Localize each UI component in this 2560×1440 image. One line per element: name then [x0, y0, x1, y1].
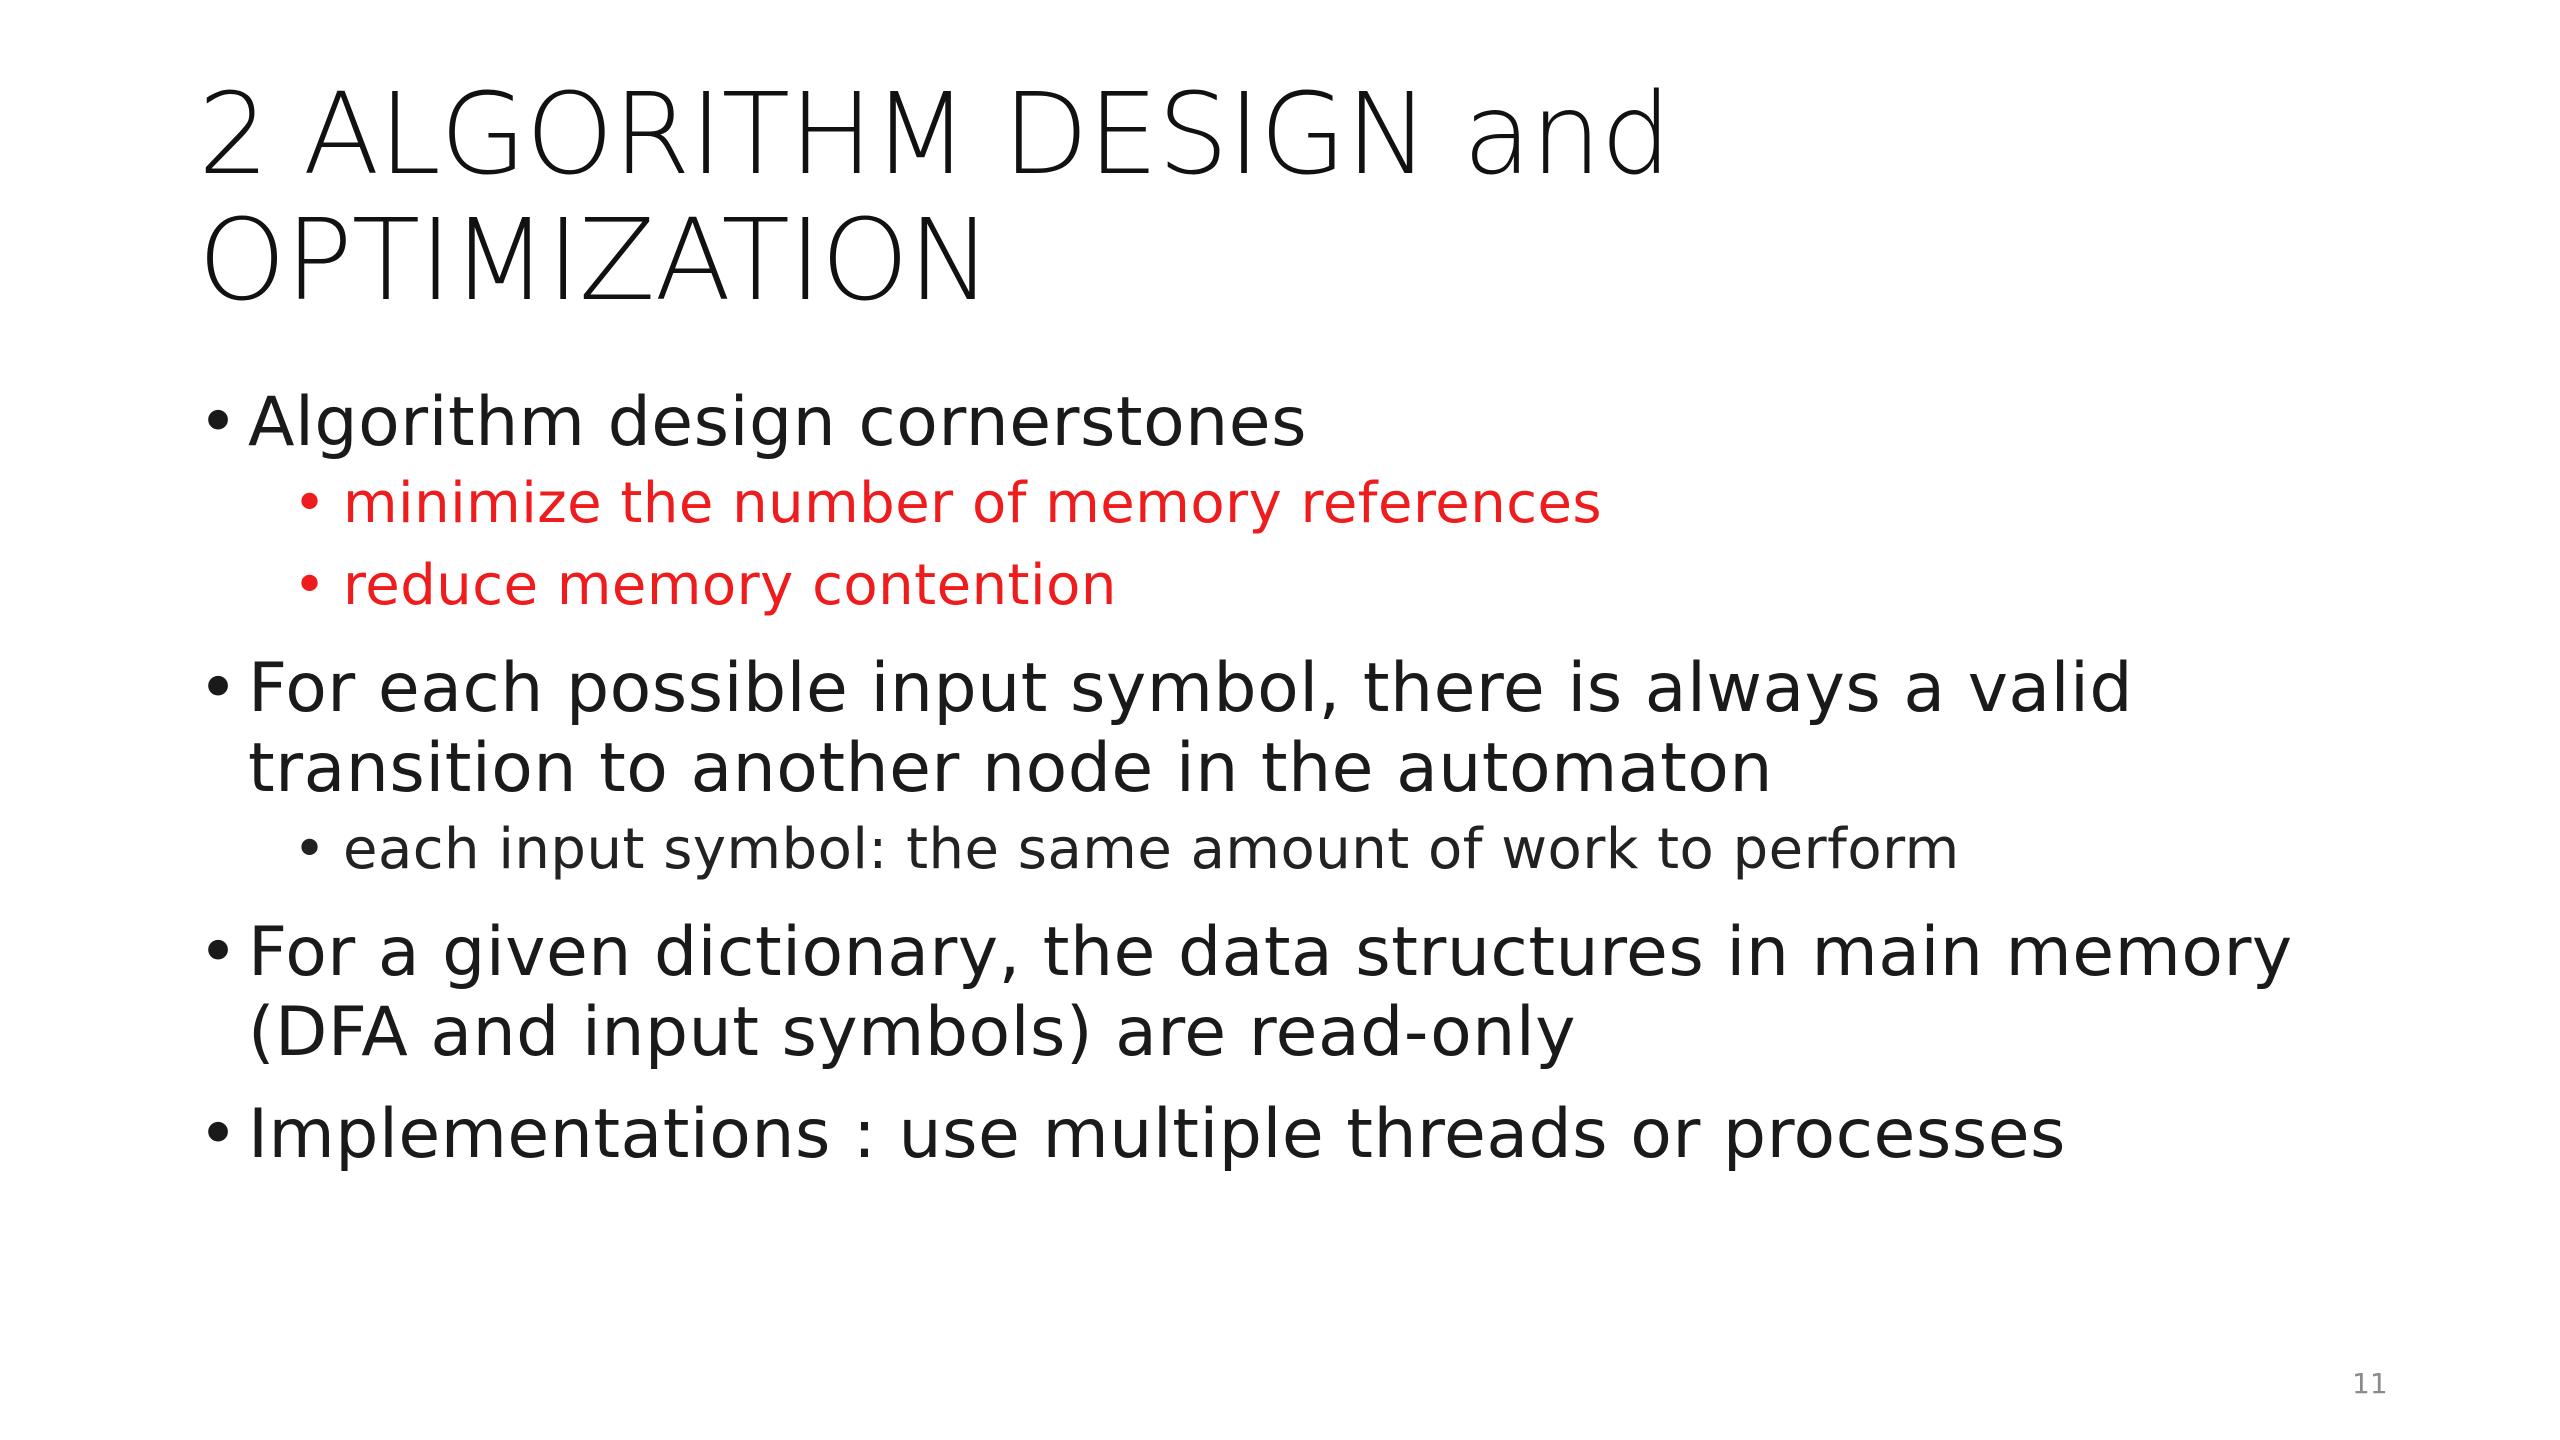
bullet-valid-transition-line-2: transition to another node in the automaton	[248, 729, 1773, 808]
bullet-implementations: • Implementations : use multiple threads or processes	[198, 1095, 2398, 1175]
bullet-valid-transition	[198, 649, 2398, 809]
bullet-algorithm-design: • Algorithm design cornerstones	[198, 383, 2398, 463]
bullet-read-only-structures-line-2: (DFA and input symbols) are read-only	[248, 993, 1576, 1072]
slide-title	[198, 72, 2398, 324]
sub-bullet-same-amount-of-work: • each input symbol: the same amount of work to perform	[198, 809, 2398, 891]
bullet-valid-transition-line-1: For each possible input symbol, there is always a valid	[248, 649, 2134, 728]
sub-bullet-minimize-memory-references: • minimize the number of memory references	[198, 463, 2398, 545]
bullet-read-only-structures-line-1: For a given dictionary, the data structures in main memory	[248, 913, 2293, 992]
sub-bullet-reduce-memory-contention: • reduce memory contention	[198, 545, 2398, 627]
slide-title-line-2: OPTIMIZATION	[198, 196, 991, 326]
bullet-list	[198, 383, 2398, 1175]
bullet-read-only-structures	[198, 913, 2398, 1073]
slide-title-line-1: 2 ALGORITHM DESIGN and	[198, 70, 1671, 200]
page-number: 11	[2352, 1367, 2388, 1400]
